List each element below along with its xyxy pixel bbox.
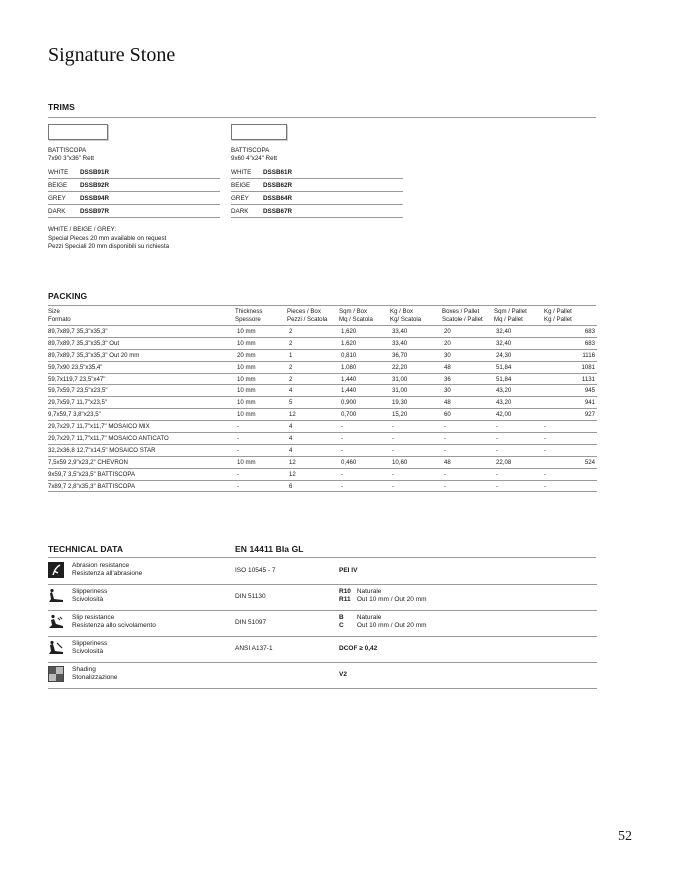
table-cell: - — [494, 480, 544, 492]
table-cell: - — [442, 480, 494, 492]
table-cell: 43,20 — [494, 397, 544, 409]
table-cell: 10 mm — [235, 337, 287, 349]
table-cell: 945 — [544, 385, 597, 397]
packing-column-header: Pieces / Box Pezzi / Scatola — [287, 306, 339, 326]
table-cell: 10 mm — [235, 361, 287, 373]
trim-row: BEIGE DSSB62R — [231, 179, 403, 192]
table-row — [48, 349, 597, 361]
table-cell: 941 — [544, 397, 597, 409]
technical-row: Shading Stonalizzazione V2 — [48, 662, 597, 689]
trims-rule — [48, 117, 596, 118]
table-cell: - — [544, 480, 597, 492]
trim-swatch — [48, 124, 108, 140]
trim-swatch — [231, 124, 287, 140]
table-cell: 10 mm — [235, 397, 287, 409]
table-cell: - — [339, 433, 390, 445]
table-cell: 30 — [442, 385, 494, 397]
table-cell: 30 — [442, 349, 494, 361]
packing-table — [48, 306, 597, 492]
packing-column-header: Kg / Box Kg/ Scatola — [390, 306, 442, 326]
table-cell: - — [235, 421, 287, 433]
trim-row: GREY DSSB64R — [231, 192, 403, 205]
table-row — [48, 337, 597, 349]
table-cell: 59,7x90 23,5"x35,4" — [48, 361, 235, 373]
table-cell: 0,900 — [339, 397, 390, 409]
table-cell: 5 — [287, 397, 339, 409]
trims-heading: TRIMS — [48, 102, 75, 112]
table-cell: 29,7x29,7 11,7"x11,7" MOSAICO MIX — [48, 421, 235, 433]
table-cell: 32,40 — [494, 326, 544, 338]
table-cell: 48 — [442, 397, 494, 409]
table-row — [48, 409, 597, 421]
table-cell: 1,620 — [339, 326, 390, 338]
table-cell: 10 mm — [235, 326, 287, 338]
table-row — [48, 397, 597, 409]
table-cell: 12 — [287, 468, 339, 480]
table-cell: 1116 — [544, 349, 597, 361]
trim-name: BATTISCOPA — [231, 147, 270, 154]
table-cell: 32,40 — [494, 337, 544, 349]
table-cell: - — [235, 433, 287, 445]
table-cell: - — [442, 444, 494, 456]
table-cell: - — [544, 433, 597, 445]
table-cell: - — [390, 421, 442, 433]
table-cell: - — [390, 444, 442, 456]
table-row — [48, 326, 597, 338]
table-cell: 1131 — [544, 373, 597, 385]
slipperiness-icon — [48, 588, 64, 604]
table-cell: 60 — [442, 409, 494, 421]
technical-row: Slipperiness Scivolosità ANSI A137-1 DCOF ≥ 0,42 — [48, 636, 597, 663]
trim-row: GREY DSSB94R — [48, 192, 220, 205]
packing-column-header: Thickness Spessore — [235, 306, 287, 326]
trim-row: WHITE DSSB61R — [231, 166, 403, 179]
table-cell: - — [442, 421, 494, 433]
table-cell: 2 — [287, 337, 339, 349]
table-cell: 1,620 — [339, 337, 390, 349]
table-cell: 89,7x89,7 35,3"x35,3" Out — [48, 337, 235, 349]
packing-column-header: Sqm / Box Mq / Scatola — [339, 306, 390, 326]
table-cell: - — [494, 468, 544, 480]
table-cell: 2 — [287, 373, 339, 385]
table-cell: - — [544, 444, 597, 456]
table-cell: - — [339, 421, 390, 433]
packing-heading: PACKING — [48, 291, 88, 301]
table-cell: 29,7x29,7 11,7"x11,7" MOSAICO ANTICATO — [48, 433, 235, 445]
table-cell: - — [235, 468, 287, 480]
table-cell: - — [390, 468, 442, 480]
table-cell: 59,7x119,7 23,5"x47" — [48, 373, 235, 385]
trim-row: DARK DSSB97R — [48, 205, 220, 218]
table-cell: 19,30 — [390, 397, 442, 409]
trim-row: WHITE DSSB91R — [48, 166, 220, 179]
table-row — [48, 468, 597, 480]
trim-column-1 — [48, 124, 220, 218]
table-row — [48, 421, 597, 433]
table-row — [48, 444, 597, 456]
slipperiness-icon — [48, 640, 64, 656]
trim-row: BEIGE DSSB92R — [48, 179, 220, 192]
table-cell: - — [339, 480, 390, 492]
table-cell: 29,7x59,7 11,7"x23,5" — [48, 397, 235, 409]
table-cell: 43,20 — [494, 385, 544, 397]
table-cell: 32,2x36,8 12,7"x14,5" MOSAICO STAR — [48, 444, 235, 456]
packing-column-header: Sqm / Pallet Mq / Pallet — [494, 306, 544, 326]
table-cell: 31,00 — [390, 385, 442, 397]
table-cell: - — [494, 433, 544, 445]
table-cell: 9x59,7 3,5"x23,5" BATTISCOPA — [48, 468, 235, 480]
table-cell: 10 mm — [235, 373, 287, 385]
table-cell: 42,00 — [494, 409, 544, 421]
table-cell: - — [339, 468, 390, 480]
table-cell: 0,810 — [339, 349, 390, 361]
slip-resistance-icon — [48, 614, 64, 630]
table-cell: 683 — [544, 326, 597, 338]
table-row — [48, 385, 597, 397]
trim-row: DARK DSSB67R — [231, 205, 403, 218]
trim-size: 9x60 4"x24" Rett — [231, 155, 278, 162]
table-cell: 10,60 — [390, 456, 442, 468]
abrasion-icon — [48, 562, 64, 578]
table-cell: 7x89,7 2,8"x35,3" BATTISCOPA — [48, 480, 235, 492]
table-cell: 2 — [287, 326, 339, 338]
packing-column-header: Kg / Pallet Kg / Pallet — [544, 306, 597, 326]
technical-row: Slip resistance Resistenza allo scivolamento DIN 51097 B Naturale C Out 10 mm / Out 20 mm — [48, 610, 597, 637]
table-cell: 2 — [287, 361, 339, 373]
table-cell: 31,00 — [390, 373, 442, 385]
table-cell: 6 — [287, 480, 339, 492]
table-row — [48, 361, 597, 373]
table-cell: - — [442, 433, 494, 445]
table-cell: 10 mm — [235, 385, 287, 397]
technical-standard: EN 14411 BIa GL — [235, 544, 304, 554]
table-cell: - — [494, 421, 544, 433]
table-cell: 51,84 — [494, 361, 544, 373]
trim-name: BATTISCOPA — [48, 147, 87, 154]
table-cell: 89,7x89,7 35,3"x35,3" — [48, 326, 235, 338]
table-cell: 683 — [544, 337, 597, 349]
table-cell: - — [235, 444, 287, 456]
table-cell: 89,7x89,7 35,3"x35,3" Out 20 mm — [48, 349, 235, 361]
table-cell: 36,70 — [390, 349, 442, 361]
table-cell: - — [339, 444, 390, 456]
table-cell: - — [390, 433, 442, 445]
table-cell: - — [390, 480, 442, 492]
technical-heading: TECHNICAL DATA — [48, 544, 124, 554]
table-cell: - — [442, 468, 494, 480]
table-cell: 4 — [287, 433, 339, 445]
table-cell: 12 — [287, 409, 339, 421]
table-cell: 0,700 — [339, 409, 390, 421]
table-cell: 33,40 — [390, 337, 442, 349]
trim-column-2 — [231, 124, 403, 218]
table-cell: 10 mm — [235, 409, 287, 421]
table-cell: 36 — [442, 373, 494, 385]
page-title: Signature Stone — [48, 44, 176, 66]
packing-column-header: Size Formato — [48, 306, 235, 326]
table-cell: 22,20 — [390, 361, 442, 373]
table-cell: 59,7x59,7 23,5"x23,5" — [48, 385, 235, 397]
table-cell: 7,5x59 2,9"x23,2" CHEVRON — [48, 456, 235, 468]
table-cell: 4 — [287, 385, 339, 397]
table-cell: 927 — [544, 409, 597, 421]
trims-note: WHITE / BEIGE / GREY: Special Pieces 20 mm available on request Pezzi Speciali 20 mm disponibili su richiesta — [48, 226, 170, 250]
table-cell: 33,40 — [390, 326, 442, 338]
table-row — [48, 456, 597, 468]
table-cell: 4 — [287, 444, 339, 456]
table-cell: 4 — [287, 421, 339, 433]
table-cell: 0,460 — [339, 456, 390, 468]
table-row — [48, 480, 597, 492]
technical-row: Slipperiness Scivolosità DIN 51130 R10 Naturale R11 Out 10 mm / Out 20 mm — [48, 584, 597, 611]
table-cell: 15,20 — [390, 409, 442, 421]
page-number: 52 — [618, 829, 632, 844]
table-cell: 1,440 — [339, 385, 390, 397]
table-cell: 20 — [442, 326, 494, 338]
table-row — [48, 373, 597, 385]
table-cell: - — [494, 444, 544, 456]
table-cell: 1,440 — [339, 373, 390, 385]
table-cell: 1,080 — [339, 361, 390, 373]
table-cell: 20 — [442, 337, 494, 349]
shading-icon — [48, 666, 64, 682]
table-cell: - — [544, 468, 597, 480]
packing-column-header: Boxes / Pallet Scatole / Pallet — [442, 306, 494, 326]
table-cell: - — [544, 421, 597, 433]
table-cell: - — [235, 480, 287, 492]
table-row — [48, 433, 597, 445]
table-cell: 10 mm — [235, 456, 287, 468]
table-cell: 22,08 — [494, 456, 544, 468]
table-cell: 1 — [287, 349, 339, 361]
table-cell: 48 — [442, 456, 494, 468]
table-cell: 20 mm — [235, 349, 287, 361]
trim-size: 7x90 3"x36" Rett — [48, 155, 95, 162]
table-cell: 51,84 — [494, 373, 544, 385]
table-cell: 1081 — [544, 361, 597, 373]
table-cell: 524 — [544, 456, 597, 468]
technical-row: Abrasion resistance Resistenza all'abrasione ISO 10545 - 7 PEI IV — [48, 558, 597, 585]
table-cell: 9,7x59,7 3,8"x23,5" — [48, 409, 235, 421]
table-cell: 24,30 — [494, 349, 544, 361]
table-cell: 48 — [442, 361, 494, 373]
table-cell: 12 — [287, 456, 339, 468]
